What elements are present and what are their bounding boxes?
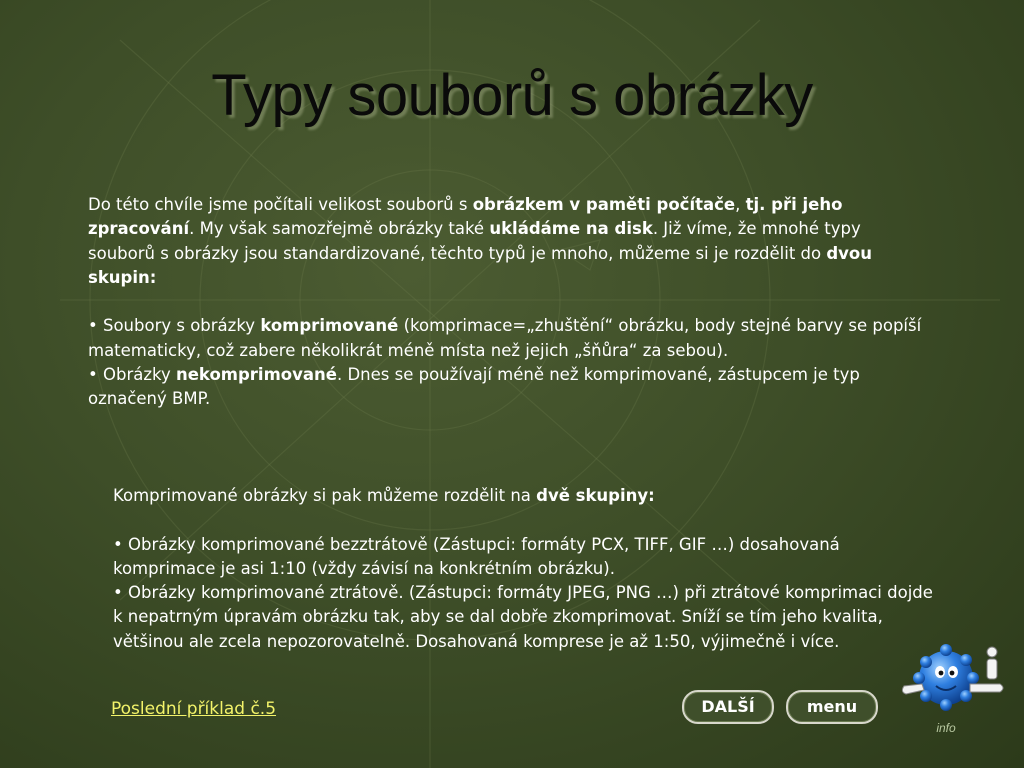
bold-text: nekomprimované xyxy=(175,365,337,385)
text-run: Komprimované obrázky si pak můžeme rozdělit na xyxy=(113,486,537,505)
text-run: Do této chvíle jsme počítali velikost souborů s xyxy=(88,195,473,214)
bullet-lossless: • Obrázky komprimované bezztrátově (Zástupci: formáty PCX, TIFF, GIF …) dosahovaná komprimace je asi 1:10 (vždy závisí na konkrétním obrázku). xyxy=(113,534,840,578)
bold-text: dvou skupin: xyxy=(88,243,873,287)
text-run: (komprimace=„zhuštění“ obrázku, body stejné barvy se popíší matematicky, což zabere několikrát méně místa než jejich „šňůra“ za sebou). xyxy=(88,316,922,360)
text-run: . My však samozřejmě obrázky také xyxy=(189,219,490,239)
bullet-uncompressed xyxy=(88,363,928,412)
bold-text: komprimované xyxy=(260,316,399,336)
bullet-lossy: • Obrázky komprimované ztrátově. (Zástupci: formáty JPEG, PNG …) při ztrátové komprimaci dojde k nepatrným úpravám obrázku tak, aby se dal dobře zkomprimovat. Sníží se tím jeho kvalita, většinou ale zcela nepozorovatelně. Dosahovaná komprese je až 1:50, výjimečně i více. xyxy=(113,583,933,651)
bold-text: obrázkem v paměti počítače xyxy=(472,195,736,214)
text-run: • Soubory s obrázky xyxy=(88,316,261,336)
text-run: . Dnes se používají méně než komprimované, zástupcem je typ označený BMP. xyxy=(88,365,860,409)
page-title: Typy souborů s obrázky xyxy=(211,63,813,128)
mascot-caption: info xyxy=(936,721,956,735)
bullet-compressed xyxy=(88,314,928,363)
compression-intro xyxy=(113,484,943,508)
text-run: • Obrázky xyxy=(88,365,176,385)
next-button[interactable]: DALŠÍ xyxy=(682,690,774,724)
last-example-link[interactable]: Poslední příklad č.5 xyxy=(111,699,277,719)
intro-text-block xyxy=(88,193,928,412)
text-run: , xyxy=(735,195,746,214)
intro-paragraph xyxy=(88,193,928,290)
info-mascot-icon[interactable] xyxy=(896,640,1008,740)
menu-button[interactable]: menu xyxy=(786,690,878,724)
text-run: . Již víme, že mnohé typy souborů s obrázky jsou standardizované, těchto typů je mnoho, můžeme si je rozdělit do xyxy=(88,219,861,263)
info-letter: i xyxy=(991,650,993,651)
compression-text-block xyxy=(113,484,943,654)
bold-text: dvě skupiny: xyxy=(536,486,655,505)
bold-text: ukládáme na disk xyxy=(489,219,653,239)
bold-text: tj. při jeho zpracování xyxy=(88,195,843,239)
